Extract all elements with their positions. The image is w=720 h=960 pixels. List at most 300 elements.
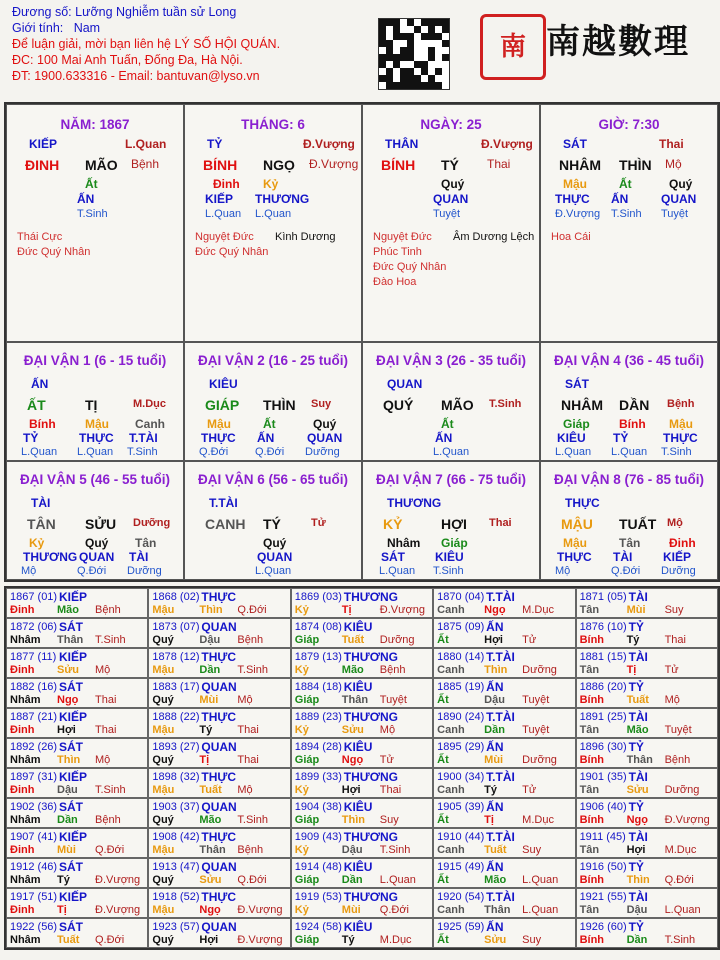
- table-row: [6, 588, 718, 618]
- year-chi: Sửu: [341, 724, 364, 736]
- year-label: 1917 (51): [10, 891, 58, 903]
- year-cell[interactable]: [148, 648, 290, 678]
- year-cell[interactable]: [6, 648, 148, 678]
- hidden-star: KIÊU: [435, 550, 464, 564]
- pillar-state: Thai: [487, 157, 511, 171]
- year-state: Thai: [379, 784, 402, 796]
- year-state: Thai: [664, 634, 686, 646]
- year-can: Kỷ: [294, 604, 309, 616]
- year-cell[interactable]: [6, 798, 148, 828]
- pillar-title: NĂM: 1867: [60, 117, 130, 132]
- hidden-state: Tuyệt: [433, 208, 461, 220]
- year-chi: Dần: [626, 934, 648, 946]
- year-cell[interactable]: [148, 738, 290, 768]
- year-cell[interactable]: [291, 618, 433, 648]
- year-cell[interactable]: [148, 858, 290, 888]
- year-cell[interactable]: [291, 828, 433, 858]
- dai-van-title: ĐẠI VẬN 8 (76 - 85 tuổi): [553, 472, 705, 487]
- year-cell[interactable]: [291, 918, 433, 948]
- pillar-title: NGÀY: 25: [420, 117, 482, 132]
- dai-van-cell[interactable]: [6, 461, 184, 580]
- year-chi: Dần: [484, 724, 505, 736]
- year-state: Mộ: [237, 784, 253, 796]
- year-chi: Sửu: [626, 784, 649, 796]
- year-state: Tử: [522, 784, 537, 796]
- year-cell[interactable]: [433, 738, 575, 768]
- year-cell[interactable]: [433, 708, 575, 738]
- year-label: 1880 (14): [437, 651, 485, 663]
- year-cell[interactable]: [6, 918, 148, 948]
- year-state: L.Quan: [664, 904, 701, 916]
- year-cell[interactable]: [291, 648, 433, 678]
- year-can: Kỷ: [294, 664, 309, 676]
- pillar-cell: [362, 104, 540, 342]
- year-state: Đ.Vượng: [95, 874, 141, 886]
- year-star: QUAN: [201, 680, 237, 694]
- year-cell[interactable]: [576, 678, 718, 708]
- year-cell[interactable]: [576, 588, 718, 618]
- dai-van-title: ĐẠI VẬN 7 (66 - 75 tuổi): [375, 472, 527, 487]
- hidden-state: Dưỡng: [661, 565, 696, 577]
- year-cell[interactable]: [433, 618, 575, 648]
- hidden-can: Đinh: [213, 177, 240, 191]
- year-can: Giáp: [294, 814, 320, 826]
- year-cell[interactable]: [6, 768, 148, 798]
- chart-grid: [4, 102, 720, 582]
- year-cell[interactable]: [148, 708, 290, 738]
- year-cell[interactable]: [433, 888, 575, 918]
- year-can: Tân: [579, 784, 600, 796]
- dai-van-star: KIÊU: [209, 377, 238, 391]
- year-chi: Tý: [199, 724, 213, 736]
- dai-van-cell[interactable]: [184, 461, 362, 580]
- year-chi: Tị: [484, 814, 494, 826]
- year-state: Tuyệt: [522, 694, 550, 706]
- pillar-star-right: L.Quan: [125, 137, 167, 151]
- dai-van-can: QUÝ: [383, 397, 414, 413]
- year-can: Nhâm: [10, 934, 41, 946]
- year-star: THƯƠNG: [343, 710, 398, 724]
- dai-van-can: NHÂM: [561, 397, 603, 413]
- year-chi: Hợi: [199, 934, 219, 946]
- year-state: Bệnh: [237, 634, 264, 646]
- year-can: Giáp: [294, 694, 320, 706]
- year-cell[interactable]: [576, 768, 718, 798]
- dai-van-star: THỰC: [565, 496, 600, 510]
- year-label: 1911 (45): [579, 831, 626, 843]
- year-cell[interactable]: [576, 828, 718, 858]
- year-state: Tuyệt: [664, 724, 692, 736]
- hidden-star: ẤN: [435, 431, 453, 445]
- year-can: Quý: [152, 874, 174, 886]
- year-can: Canh: [437, 724, 465, 736]
- shensha-left: Nguyệt Đức: [373, 231, 432, 243]
- seal-glyph: 南: [499, 32, 526, 62]
- year-cell[interactable]: [433, 768, 575, 798]
- year-cell[interactable]: [6, 618, 148, 648]
- year-label: 1881 (15): [579, 651, 627, 663]
- year-cell[interactable]: [6, 828, 148, 858]
- dai-van-chi: SỬU: [85, 516, 117, 532]
- year-star: THƯƠNG: [343, 770, 398, 784]
- dai-van-cell[interactable]: [184, 342, 362, 461]
- year-chi: Sửu: [484, 934, 507, 946]
- year-chi: Hợi: [484, 634, 503, 646]
- year-label: 1900 (34): [437, 771, 485, 783]
- dai-van-chi: MÃO: [441, 397, 474, 413]
- dai-van-cell[interactable]: [540, 461, 718, 580]
- hidden-state: L.Quan: [379, 565, 416, 577]
- dai-van-state: Thai: [489, 517, 512, 529]
- table-row: [6, 648, 718, 678]
- year-chi: Thân: [199, 844, 226, 856]
- year-cell[interactable]: [291, 858, 433, 888]
- year-star: THƯƠNG: [343, 890, 398, 904]
- phone-email-line[interactable]: ĐT: 1900.633316 - Email: bantuvan@lyso.vn: [12, 69, 260, 83]
- dai-van-state: Tử: [311, 517, 326, 529]
- year-label: 1903 (37): [152, 801, 200, 813]
- year-label: 1886 (20): [579, 681, 627, 693]
- pillar-can: ĐINH: [25, 157, 60, 173]
- year-cell[interactable]: [291, 588, 433, 618]
- year-cell[interactable]: [433, 648, 575, 678]
- year-cell[interactable]: [6, 738, 148, 768]
- hidden-state: L.Quan: [255, 565, 292, 577]
- year-star: TÀI: [628, 770, 648, 784]
- year-cell[interactable]: [433, 678, 575, 708]
- table-row: [6, 738, 718, 768]
- year-chi: Tị: [626, 664, 637, 676]
- dai-van-star: THƯƠNG: [387, 496, 442, 510]
- year-can: Giáp: [294, 634, 320, 646]
- year-can: Ất: [437, 874, 449, 886]
- year-can: Mậu: [152, 664, 175, 676]
- year-chi: Mão: [57, 604, 79, 616]
- year-state: Đ.Vượng: [237, 904, 283, 916]
- year-can: Canh: [437, 664, 465, 676]
- dai-van-cell[interactable]: [6, 342, 184, 461]
- hidden-state: L.Quan: [205, 208, 242, 220]
- year-cell[interactable]: [576, 798, 718, 828]
- year-can: Nhâm: [10, 874, 41, 886]
- shensha-left: Đức Quý Nhân: [17, 246, 91, 258]
- pillar-chi: NGỌ: [263, 157, 295, 173]
- shensha-left: Đức Quý Nhân: [195, 246, 269, 258]
- year-label: 1870 (04): [437, 591, 485, 603]
- hidden-can: Quý: [85, 536, 109, 550]
- year-star: ẤN: [486, 620, 504, 634]
- hidden-state: T.Sinh: [661, 446, 692, 458]
- hidden-can: Mậu: [207, 417, 231, 431]
- year-cell[interactable]: [576, 918, 718, 948]
- year-star: T.TÀI: [486, 770, 515, 784]
- year-chi: Tị: [57, 904, 67, 916]
- year-chi: Thìn: [626, 874, 650, 886]
- year-cell[interactable]: [6, 588, 148, 618]
- year-label: 1883 (17): [152, 681, 200, 693]
- dai-van-star: ẤN: [31, 377, 49, 391]
- dai-van-can: KỶ: [383, 516, 403, 532]
- pillar-can: BÍNH: [203, 157, 238, 173]
- year-star: T.TÀI: [486, 710, 515, 724]
- shensha-left: Đức Quý Nhân: [373, 261, 447, 273]
- year-cell[interactable]: [291, 798, 433, 828]
- dai-van-can: MẬU: [561, 516, 593, 532]
- pillars-row: [6, 104, 718, 342]
- pillar-star: KIẾP: [29, 137, 58, 151]
- year-state: Q.Đới: [237, 604, 267, 616]
- year-chi: Tý: [626, 634, 640, 646]
- year-state: Dưỡng: [522, 664, 557, 676]
- year-state: T.Sinh: [237, 814, 268, 826]
- year-chi: Mùi: [341, 904, 361, 916]
- year-cell[interactable]: [576, 858, 718, 888]
- year-cell[interactable]: [576, 738, 718, 768]
- year-label: 1926 (60): [579, 921, 627, 933]
- year-cell[interactable]: [291, 768, 433, 798]
- red-seal-stamp: [480, 14, 546, 80]
- year-cell[interactable]: [148, 888, 290, 918]
- year-label: 1912 (46): [10, 861, 58, 873]
- year-chi: Thân: [341, 694, 369, 706]
- year-label: 1884 (18): [294, 681, 342, 693]
- dai-van-chi: TỊ: [85, 397, 98, 413]
- year-chi: Tị: [199, 754, 210, 766]
- year-state: Q.Đới: [95, 844, 125, 856]
- dai-van-can: ẤT: [27, 397, 46, 413]
- hidden-can: Ất: [85, 177, 98, 191]
- year-cell[interactable]: [291, 888, 433, 918]
- hidden-star: THỰC: [201, 431, 236, 445]
- year-cell[interactable]: [6, 858, 148, 888]
- year-can: Mậu: [152, 604, 175, 616]
- pillar-can: NHÂM: [559, 157, 601, 173]
- year-star: QUAN: [201, 620, 237, 634]
- year-cell[interactable]: [433, 858, 575, 888]
- year-can: Ất: [437, 634, 449, 646]
- year-label: 1877 (11): [10, 651, 57, 663]
- annual-table: [4, 586, 720, 950]
- year-state: T.Sinh: [664, 934, 696, 946]
- hidden-can: Canh: [135, 417, 165, 431]
- year-chi: Mùi: [57, 844, 76, 856]
- year-cell[interactable]: [6, 888, 148, 918]
- year-can: Giáp: [294, 874, 320, 886]
- year-cell[interactable]: [148, 798, 290, 828]
- year-label: 1891 (25): [579, 711, 627, 723]
- year-can: Canh: [437, 844, 465, 856]
- year-state: Dưỡng: [522, 754, 557, 766]
- year-cell[interactable]: [576, 888, 718, 918]
- brand-logo: 南越數理: [546, 22, 690, 62]
- year-chi: Dậu: [57, 784, 78, 796]
- year-label: 1887 (21): [10, 711, 58, 723]
- year-cell[interactable]: [6, 708, 148, 738]
- year-cell[interactable]: [291, 708, 433, 738]
- year-star: KIÊU: [343, 680, 373, 694]
- year-label: 1908 (42): [152, 831, 200, 843]
- owner-value: Lưỡng Nghiễm tuần sử Long: [75, 5, 237, 19]
- hidden-state: L.Quan: [433, 446, 470, 458]
- year-chi: Mão: [626, 724, 649, 736]
- hidden-state: T.Sinh: [611, 208, 642, 220]
- year-label: 1922 (56): [10, 921, 58, 933]
- gender-label: Giới tính:: [12, 21, 64, 35]
- year-cell[interactable]: [433, 798, 575, 828]
- year-star: ẤN: [486, 920, 504, 934]
- gender-value: Nam: [73, 21, 101, 35]
- year-state: Suy: [522, 934, 542, 946]
- year-state: Đ.Vượng: [237, 934, 283, 946]
- dai-van-state: Dưỡng: [133, 517, 171, 529]
- year-state: Suy: [664, 604, 684, 616]
- year-can: Tân: [579, 904, 600, 916]
- year-star: SÁT: [59, 860, 83, 874]
- hidden-star: KIẾP: [205, 192, 234, 206]
- year-cell[interactable]: [433, 588, 575, 618]
- year-cell[interactable]: [291, 738, 433, 768]
- year-can: Quý: [152, 754, 174, 766]
- year-star: KIẾP: [59, 830, 88, 844]
- dai-van-state: M.Dục: [133, 398, 166, 410]
- qr-code-icon[interactable]: [378, 18, 450, 90]
- owner-label: Đương số:: [12, 5, 72, 19]
- year-star: QUAN: [201, 920, 237, 934]
- year-label: 1890 (24): [437, 711, 485, 723]
- year-star: TỶ: [628, 920, 644, 934]
- year-can: Đinh: [10, 724, 35, 736]
- year-chi: Tý: [57, 874, 70, 886]
- year-state: Bệnh: [379, 664, 406, 676]
- hidden-star: ẤN: [611, 192, 629, 206]
- year-cell[interactable]: [291, 678, 433, 708]
- year-chi: Ngọ: [626, 814, 648, 826]
- pillar-title: THÁNG: 6: [241, 117, 305, 132]
- dai-van-star: QUAN: [387, 377, 423, 391]
- year-star: T.TÀI: [486, 890, 515, 904]
- year-chi: Thìn: [341, 814, 365, 826]
- year-cell[interactable]: [576, 708, 718, 738]
- dai-van-title: ĐẠI VẬN 4 (36 - 45 tuổi): [553, 353, 705, 368]
- year-can: Quý: [152, 814, 174, 826]
- dai-van-cell[interactable]: [540, 342, 718, 461]
- year-can: Nhâm: [10, 754, 41, 766]
- year-label: 1923 (57): [152, 921, 200, 933]
- year-star: TÀI: [628, 890, 648, 904]
- pillar-can: BÍNH: [381, 157, 416, 173]
- dai-van-cell[interactable]: [362, 342, 540, 461]
- year-cell[interactable]: [433, 918, 575, 948]
- hidden-state: Q.Đới: [77, 565, 107, 577]
- year-state: Q.Đới: [95, 934, 125, 946]
- year-can: Quý: [152, 634, 174, 646]
- year-state: Tử: [522, 634, 537, 646]
- year-state: Tử: [664, 664, 679, 676]
- year-chi: Ngọ: [57, 694, 79, 706]
- hidden-can: Quý: [669, 177, 693, 191]
- hidden-star: THỰC: [557, 550, 592, 564]
- year-star: QUAN: [201, 800, 237, 814]
- hidden-can: Giáp: [563, 417, 590, 431]
- year-label: 1889 (23): [294, 711, 342, 723]
- year-star: TÀI: [628, 590, 648, 604]
- year-can: Giáp: [294, 934, 320, 946]
- pillar-cell: [6, 104, 184, 342]
- year-cell[interactable]: [433, 828, 575, 858]
- table-row: [6, 858, 718, 888]
- hidden-state: Q.Đới: [611, 565, 641, 577]
- year-label: 1920 (54): [437, 891, 485, 903]
- dai-van-can: TÂN: [27, 516, 56, 532]
- hidden-can: Đinh: [669, 536, 696, 550]
- hidden-can: Ất: [263, 417, 276, 431]
- year-cell[interactable]: [576, 618, 718, 648]
- hidden-star: KIẾP: [663, 550, 692, 564]
- year-cell[interactable]: [576, 648, 718, 678]
- year-cell[interactable]: [148, 588, 290, 618]
- year-state: Tuyệt: [522, 724, 550, 736]
- table-row: [6, 918, 718, 948]
- hidden-state: T.Sinh: [127, 446, 158, 458]
- year-can: Đinh: [10, 904, 35, 916]
- hidden-star: QUAN: [307, 431, 343, 445]
- year-chi: Mùi: [484, 754, 504, 766]
- pillar-star-right: Đ.Vượng: [481, 137, 533, 151]
- year-chi: Thân: [626, 754, 653, 766]
- year-cell[interactable]: [148, 828, 290, 858]
- hidden-can: Quý: [263, 536, 287, 550]
- year-chi: Dậu: [626, 904, 648, 916]
- shensha-right: Âm Dương Lệch: [453, 231, 535, 243]
- year-state: Thai: [95, 724, 117, 736]
- dai-van-title: ĐẠI VẬN 5 (46 - 55 tuổi): [19, 472, 171, 487]
- year-chi: Thân: [57, 634, 84, 646]
- dai-van-state: Mộ: [667, 517, 683, 529]
- dai-van-title: ĐẠI VẬN 3 (26 - 35 tuổi): [375, 353, 527, 368]
- year-label: 1871 (05): [579, 591, 627, 603]
- hidden-can: Mậu: [563, 177, 587, 191]
- year-can: Kỷ: [294, 724, 309, 736]
- year-star: THƯƠNG: [343, 830, 398, 844]
- year-cell[interactable]: [148, 918, 290, 948]
- year-state: Bệnh: [664, 754, 691, 766]
- year-star: T.TÀI: [486, 590, 515, 604]
- year-cell[interactable]: [148, 768, 290, 798]
- year-star: ẤN: [486, 800, 504, 814]
- year-state: M.Dục: [664, 844, 697, 856]
- year-cell[interactable]: [6, 678, 148, 708]
- year-chi: Mão: [199, 814, 222, 826]
- dai-van-cell[interactable]: [362, 461, 540, 580]
- hidden-star: THỰC: [79, 431, 114, 445]
- hidden-star: TỶ: [613, 431, 629, 445]
- pillar-title: GIỜ: 7:30: [598, 117, 660, 132]
- year-chi: Dậu: [199, 634, 221, 646]
- year-cell[interactable]: [148, 618, 290, 648]
- year-label: 1872 (06): [10, 621, 58, 633]
- year-label: 1924 (58): [294, 921, 342, 933]
- year-chi: Hợi: [341, 784, 361, 796]
- year-can: Đinh: [10, 604, 35, 616]
- year-cell[interactable]: [148, 678, 290, 708]
- hidden-star: TÀI: [129, 550, 149, 564]
- shensha-left: Thái Cực: [17, 231, 63, 243]
- hidden-state: Mộ: [555, 565, 571, 577]
- year-can: Nhâm: [10, 814, 41, 826]
- hidden-star: THƯƠNG: [255, 192, 310, 206]
- dai-van-title: ĐẠI VẬN 1 (6 - 15 tuổi): [23, 353, 167, 368]
- hidden-can: Kỷ: [263, 177, 279, 191]
